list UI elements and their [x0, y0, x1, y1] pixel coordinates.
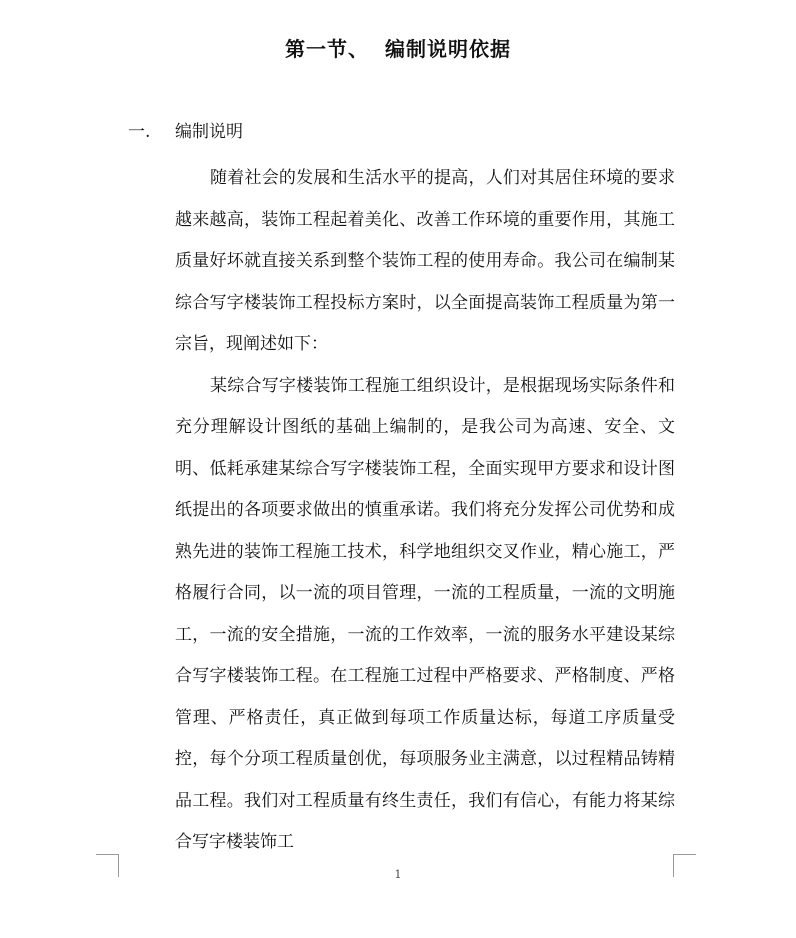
page-number: 1 [394, 868, 402, 881]
body-text [175, 158, 675, 864]
paragraph-1: 随着社会的发展和生活水平的提高，人们对其居住环境的要求越来越高，装饰工程起着美化、改善工作环境的重要作用，其施工质量好坏就直接关系到整个装饰工程的使用寿命。我公司在编制某综合写字楼装饰工程投标方案时，以全面提高装饰工程质量为第一宗旨，现阐述如下： [175, 168, 675, 354]
paragraph-2: 某综合写字楼装饰工程施工组织设计，是根据现场实际条件和充分理解设计图纸的基础上编制的，是我公司为高速、安全、文明、低耗承建某综合写字楼装饰工程，全面实现甲方要求和设计图纸提出的各项要求做出的慎重承诺。我们将充分发挥公司优势和成熟先进的装饰工程施工技术，科学地组织交叉作业，精心施工，严格履行合同，以一流的项目管理，一流的工程质量，一流的文明施工，一流的安全措施，一流的工作效率，一流的服务水平建设某综合写字楼装饰工程。在工程施工过程中严格要求、严格制度、严格管理、严格责任，真正做到每项工作质量达标，每道工序质量受控，每个分项工程质量创优，每项服务业主满意，以过程精品铸精品工程。我们对工程质量有终生责任，我们有信心，有能力将某综合写字楼装饰工 [175, 375, 675, 852]
section-heading-text: 编制说明 [175, 122, 243, 142]
page-title: 第一节、 编制说明依据 [285, 37, 511, 61]
section-number: 一. [128, 122, 151, 142]
